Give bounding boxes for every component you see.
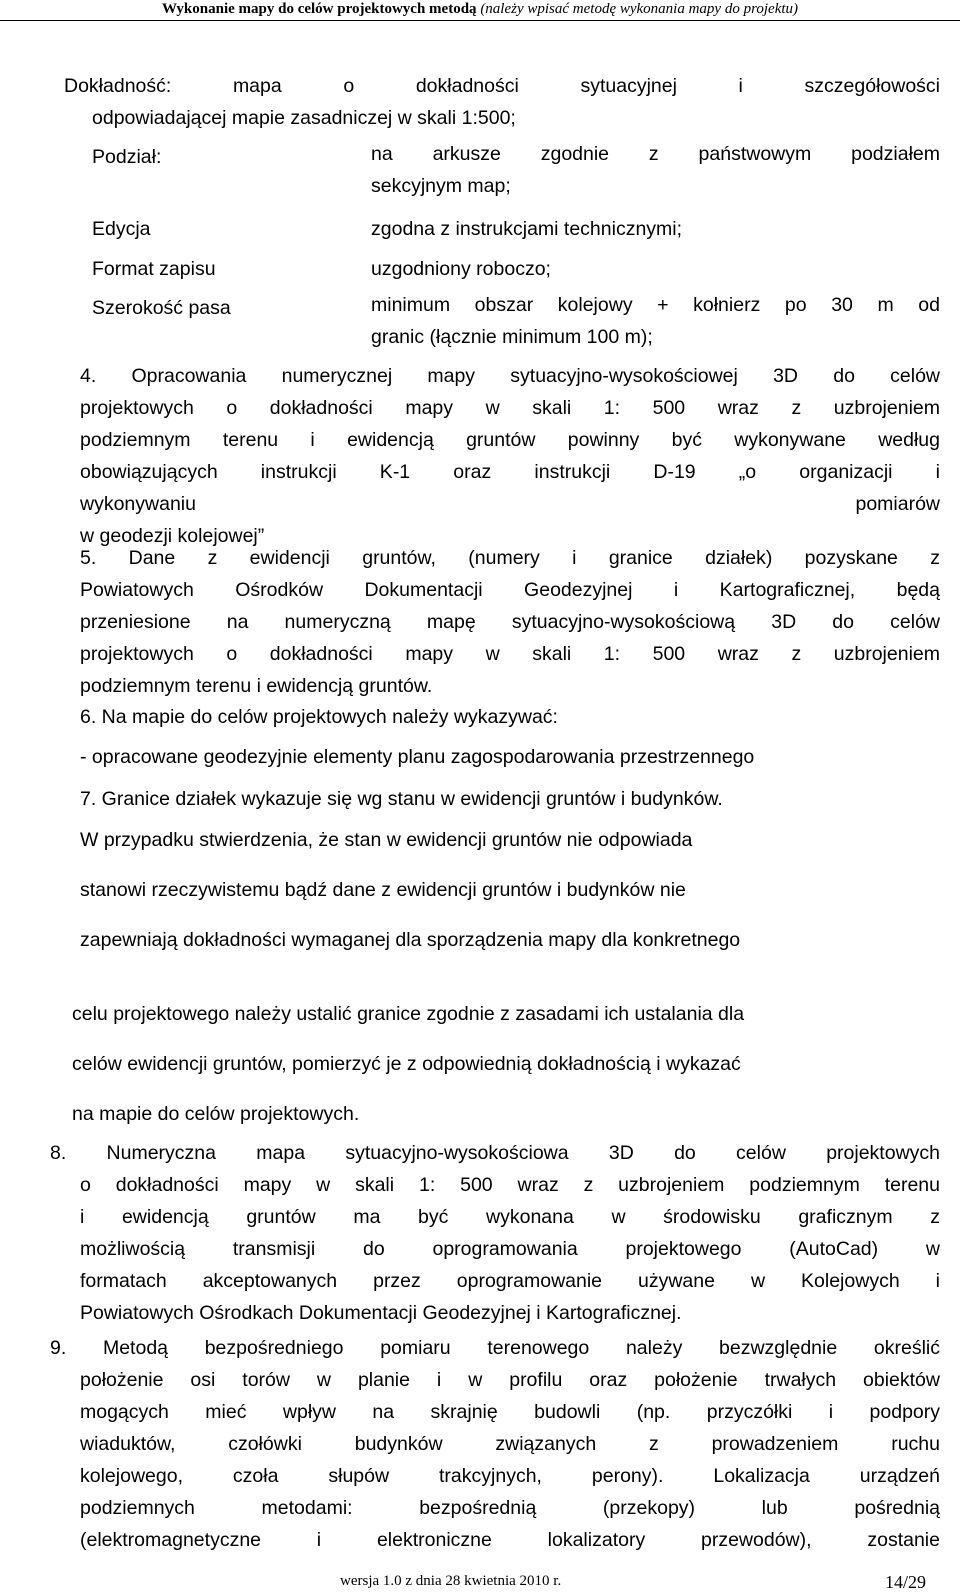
accuracy-line: odpowiadającej mapie zasadniczej w skali 1:500;: [92, 107, 516, 129]
item-7-para-line: na mapie do celów projektowych.: [72, 1103, 360, 1125]
item-9-line: podziemnych metodami: bezpośrednią (przekopy) lub pośrednią: [80, 1497, 940, 1519]
item-8: [50, 1137, 940, 1329]
page-number: 14/29: [885, 1572, 927, 1592]
item-7-para-line: celu projektowego należy ustalić granice zgodnie z zasadami ich ustalania dla: [72, 1003, 745, 1025]
spec-value-line: na arkusze zgodnie z państwowym podziałem: [371, 143, 940, 165]
item-4-line: projektowych o dokładności mapy w skali 1: 500 wraz z uzbrojeniem: [80, 397, 940, 419]
spec-value-format: uzgodniony roboczo;: [371, 258, 551, 280]
spec-label-edition: Edycja: [92, 218, 151, 240]
item-9-line: wiaduktów, czołówki budynków związanych z prowadzeniem ruchu: [80, 1433, 940, 1455]
item-9-line: mogących mieć wpływ na skrajnię budowli (np. przyczółki i podpory: [80, 1401, 940, 1423]
item-4: [64, 360, 940, 552]
item-9: [50, 1332, 940, 1556]
item-7-line: 7. Granice działek wykazuje się wg stanu w ewidencji gruntów i budynków.: [80, 788, 723, 810]
item-4-line: obowiązujących instrukcji K-1 oraz instrukcji D-19 „o organizacji i: [80, 461, 940, 483]
spec-value-edition: zgodna z instrukcjami technicznymi;: [371, 218, 683, 240]
item-7-para-line: W przypadku stwierdzenia, że stan w ewidencji gruntów nie odpowiada: [80, 829, 693, 851]
spec-value-line: minimum obszar kolejowy + kołnierz po 30 m od: [371, 294, 940, 316]
item-4-line: podziemnym terenu i ewidencją gruntów powinny być wykonywane według: [80, 429, 940, 451]
item-7-para-line: zapewniają dokładności wymaganej dla sporządzenia mapy dla konkretnego: [80, 929, 741, 951]
item-7-para-2: [72, 989, 940, 1139]
item-4-line: w geodezji kolejowej”: [80, 525, 265, 547]
item-7-para-line: stanowi rzeczywistemu bądź dane z ewidencji gruntów i budynków nie: [80, 879, 686, 901]
item-8-line: formatach akceptowanych przez oprogramowanie używane w Kolejowych i: [80, 1270, 940, 1292]
item-5: [80, 542, 940, 702]
page-header: [0, 0, 960, 18]
accuracy-line: Dokładność: mapa o dokładności sytuacyjnej i szczegółowości: [64, 75, 940, 97]
item-7-para-1: [80, 815, 940, 965]
header-divider: [0, 20, 960, 21]
item-9-line: położenie osi torów w planie i w profilu oraz położenie trwałych obiektów: [80, 1369, 940, 1391]
item-5-line: 5. Dane z ewidencji gruntów, (numery i granice działek) pozyskane z: [80, 547, 940, 569]
item-5-line: Powiatowych Ośrodków Dokumentacji Geodezyjnej i Kartograficznej, będą: [80, 579, 940, 601]
item-9-line: (elektromagnetyczne i elektroniczne lokalizatory przewodów), zostanie: [80, 1529, 940, 1551]
spec-value-division: [371, 138, 940, 202]
item-6-sub: - opracowane geodezyjnie elementy planu zagospodarowania przestrzennego: [80, 746, 755, 768]
item-6-line: 6. Na mapie do celów projektowych należy wykazywać:: [80, 706, 558, 728]
item-8-line: możliwością transmisji do oprogramowania projektowego (AutoCad) w: [80, 1238, 940, 1260]
spec-value-line: granic (łącznie minimum 100 m);: [371, 326, 653, 348]
spec-label-width: Szerokość pasa: [92, 297, 231, 319]
item-8-line: o dokładności mapy w skali 1: 500 wraz z uzbrojeniem podziemnym terenu: [80, 1174, 940, 1196]
header-title: Wykonanie mapy do celów projektowych metodą: [161, 1, 477, 17]
item-5-line: przeniesione na numeryczną mapę sytuacyjno-wysokościową 3D do celów: [80, 611, 940, 633]
spec-value-width: [371, 289, 940, 353]
spec-label-division: Podział:: [92, 146, 162, 168]
item-8-line: 8. Numeryczna mapa sytuacyjno-wysokościowa 3D do celów projektowych: [50, 1142, 940, 1164]
footer-version: wersja 1.0 z dnia 28 kwietnia 2010 r.: [340, 1573, 562, 1589]
item-8-line: Powiatowych Ośrodkach Dokumentacji Geodezyjnej i Kartograficznej.: [80, 1302, 682, 1324]
item-5-line: projektowych o dokładności mapy w skali 1: 500 wraz z uzbrojeniem: [80, 643, 940, 665]
item-9-line: 9. Metodą bezpośredniego pomiaru terenowego należy bezwzględnie określić: [50, 1337, 940, 1359]
item-8-line: i ewidencją gruntów ma być wykonana w środowisku graficznym z: [80, 1206, 940, 1228]
spec-label-format: Format zapisu: [92, 258, 216, 280]
header-hint: (należy wpisać metodę wykonania mapy do projektu): [480, 1, 799, 17]
item-7-para-line: celów ewidencji gruntów, pomierzyć je z odpowiednią dokładnością i wykazać: [72, 1053, 741, 1075]
item-9-line: kolejowego, czoła słupów trakcyjnych, perony). Lokalizacja urządzeń: [80, 1465, 940, 1487]
item-4-line: wykonywaniu pomiarów: [80, 493, 940, 515]
accuracy-section: [64, 70, 940, 134]
spec-value-line: sekcyjnym map;: [371, 175, 511, 197]
item-5-line: podziemnym terenu i ewidencją gruntów.: [80, 675, 433, 697]
item-4-line: 4. Opracowania numerycznej mapy sytuacyjno-wysokościowej 3D do celów: [80, 365, 940, 387]
